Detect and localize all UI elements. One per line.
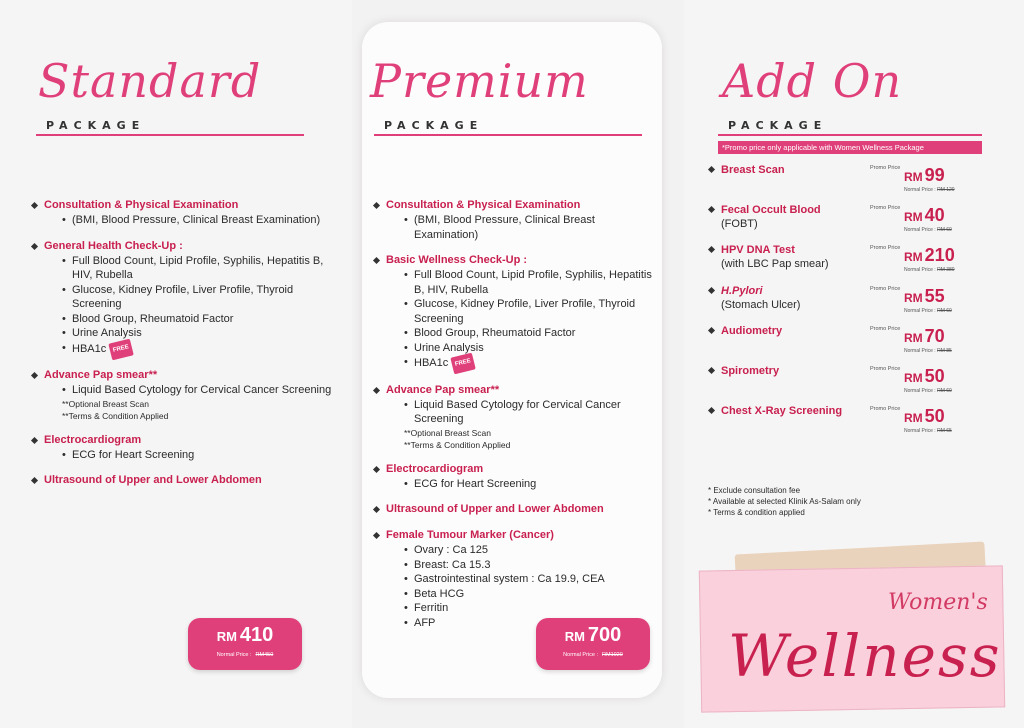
promo-price-label: Promo Price	[870, 366, 901, 372]
footnote: * Available at selected Klinik As-Salam only	[708, 497, 861, 506]
addon-item-price: RM 50	[904, 406, 945, 426]
addon-item	[708, 404, 980, 444]
package-subitem: • Gastrointestinal system : Ca 19.9, CEA	[404, 572, 656, 587]
package-subitem: • Blood Group, Rheumatoid Factor	[404, 326, 656, 341]
premium-subtitle: PACKAGE	[384, 119, 484, 132]
addon-item-normal-price: Normal Price : RM 85	[904, 348, 952, 354]
package-item	[374, 462, 656, 492]
package-subitem: • Full Blood Count, Lipid Profile, Syphilis, Hepatitis B, HIV, Rubella	[404, 268, 656, 297]
package-item-heading: Female Tumour Marker (Cancer)	[374, 528, 656, 543]
addon-item-price: RM 50	[904, 366, 945, 386]
promo-price-label: Promo Price	[870, 205, 901, 211]
addon-subtitle: PACKAGE	[728, 119, 828, 132]
package-subitem: • Beta HCG	[404, 587, 656, 602]
package-item-heading: Electrocardiogram	[32, 433, 332, 448]
package-subitem: • (BMI, Blood Pressure, Clinical Breast Examination)	[62, 213, 332, 228]
package-subitem: • Liquid Based Cytology for Cervical Cancer Screening	[404, 398, 656, 427]
addon-item-name: Fecal Occult Blood (FOBT)	[708, 203, 868, 231]
package-subitem: • (BMI, Blood Pressure, Clinical Breast Examination)	[404, 213, 656, 242]
addon-divider	[718, 134, 982, 136]
addon-item	[708, 284, 980, 324]
package-note: **Terms & Condition Applied	[404, 439, 511, 450]
package-item-heading: Electrocardiogram	[374, 462, 656, 477]
package-note: **Terms & Condition Applied	[62, 410, 169, 421]
addon-item	[708, 364, 980, 404]
addon-item-normal-price: Normal Price : RM 60	[904, 227, 952, 233]
standard-price-badge	[188, 618, 302, 670]
package-item	[32, 198, 332, 228]
package-subitem: • Blood Group, Rheumatoid Factor	[62, 312, 332, 327]
wellness-script-main: Wellness	[728, 622, 1002, 690]
addon-item-price: RM 70	[904, 326, 945, 346]
addon-footnotes	[708, 485, 861, 518]
addon-item	[708, 324, 980, 364]
premium-price: RM 700	[564, 624, 622, 646]
package-item-heading: Consultation & Physical Examination	[374, 198, 656, 213]
standard-list	[32, 198, 332, 499]
addon-item-normal-price: Normal Price : RM 60	[904, 308, 952, 314]
package-subitem: • HBA1c FREE	[62, 341, 332, 358]
addon-item-name: Chest X-Ray Screening	[708, 404, 868, 418]
free-badge: FREE	[109, 338, 134, 359]
premium-price-badge	[536, 618, 650, 670]
addon-item-price: RM 55	[904, 286, 945, 306]
package-subitem: • Full Blood Count, Lipid Profile, Syphilis, Hepatitis B, HIV, Rubella	[62, 254, 332, 283]
package-note: **Optional Breast Scan	[404, 427, 491, 438]
addon-item-name: Breast Scan	[708, 163, 868, 177]
addon-title: Add On	[722, 54, 903, 108]
package-item	[374, 198, 656, 242]
package-subitem: • Urine Analysis	[404, 341, 656, 356]
package-subitem: • HBA1c FREE	[404, 355, 656, 372]
package-item	[32, 433, 332, 463]
addon-item	[708, 243, 980, 283]
package-item	[374, 383, 656, 451]
package-subitem: • Glucose, Kidney Profile, Liver Profile, Thyroid Screening	[62, 283, 332, 312]
package-subitem: • ECG for Heart Screening	[62, 448, 332, 463]
package-item-heading: Consultation & Physical Examination	[32, 198, 332, 213]
package-item	[32, 239, 332, 358]
package-item-heading: General Health Check-Up :	[32, 239, 332, 254]
package-item	[374, 528, 656, 630]
package-item	[32, 368, 332, 422]
free-badge: FREE	[451, 353, 476, 374]
standard-title: Standard	[38, 54, 262, 108]
package-item-heading: Advance Pap smear**	[32, 368, 332, 383]
addon-item-normal-price: Normal Price : RM 60	[904, 388, 952, 394]
package-item	[374, 253, 656, 372]
package-item-heading: Advance Pap smear**	[374, 383, 656, 398]
footnote: * Terms & condition applied	[708, 508, 805, 517]
footnote: * Exclude consultation fee	[708, 486, 801, 495]
promo-price-label: Promo Price	[870, 286, 901, 292]
premium-normal-price: Normal Price : RM1020	[563, 652, 623, 658]
addon-item-normal-price: Normal Price : RM 120	[904, 187, 955, 193]
addon-item-name: Audiometry	[708, 324, 868, 338]
standard-divider	[36, 134, 304, 136]
addon-item-normal-price: Normal Price : RM 65	[904, 428, 952, 434]
addon-item	[708, 203, 980, 243]
package-note: **Optional Breast Scan	[62, 398, 149, 409]
promo-price-label: Promo Price	[870, 165, 901, 171]
addon-item-name: HPV DNA Test (with LBC Pap smear)	[708, 243, 868, 271]
addon-item-name: Spirometry	[708, 364, 868, 378]
addon-item-name: H.Pylori (Stomach Ulcer)	[708, 284, 868, 312]
package-subitem: • Ovary : Ca 125	[404, 543, 656, 558]
wellness-script-top: Women's	[888, 590, 988, 615]
addon-item-price: RM 99	[904, 165, 945, 185]
package-item	[32, 473, 332, 488]
package-subitem: • AFP	[404, 616, 656, 631]
standard-subtitle: PACKAGE	[46, 119, 146, 132]
addon-item	[708, 163, 980, 203]
promo-price-label: Promo Price	[870, 245, 901, 251]
package-subitem: • Ferritin	[404, 601, 656, 616]
promo-price-label: Promo Price	[870, 326, 901, 332]
package-item-heading: Basic Wellness Check-Up :	[374, 253, 656, 268]
premium-title: Premium	[370, 54, 589, 108]
addon-item-price: RM 40	[904, 205, 945, 225]
addon-item-normal-price: Normal Price : RM 380	[904, 267, 955, 273]
package-subitem: • Glucose, Kidney Profile, Liver Profile, Thyroid Screening	[404, 297, 656, 326]
addon-item-price: RM 210	[904, 245, 955, 265]
standard-normal-price: Normal Price : RM450	[216, 652, 274, 658]
promo-price-label: Promo Price	[870, 406, 901, 412]
package-item	[374, 502, 656, 517]
premium-divider	[374, 134, 642, 136]
package-subitem: • Liquid Based Cytology for Cervical Cancer Screening	[62, 383, 332, 398]
package-subitem: • Urine Analysis	[62, 326, 332, 341]
standard-price: RM 410	[216, 624, 274, 646]
package-item-heading: Ultrasound of Upper and Lower Abdomen	[32, 473, 332, 488]
package-item-heading: Ultrasound of Upper and Lower Abdomen	[374, 502, 656, 517]
package-subitem: • ECG for Heart Screening	[404, 477, 656, 492]
premium-list	[374, 198, 656, 641]
promo-note: *Promo price only applicable with Women Wellness Package	[718, 141, 982, 154]
package-subitem: • Breast: Ca 15.3	[404, 558, 656, 573]
